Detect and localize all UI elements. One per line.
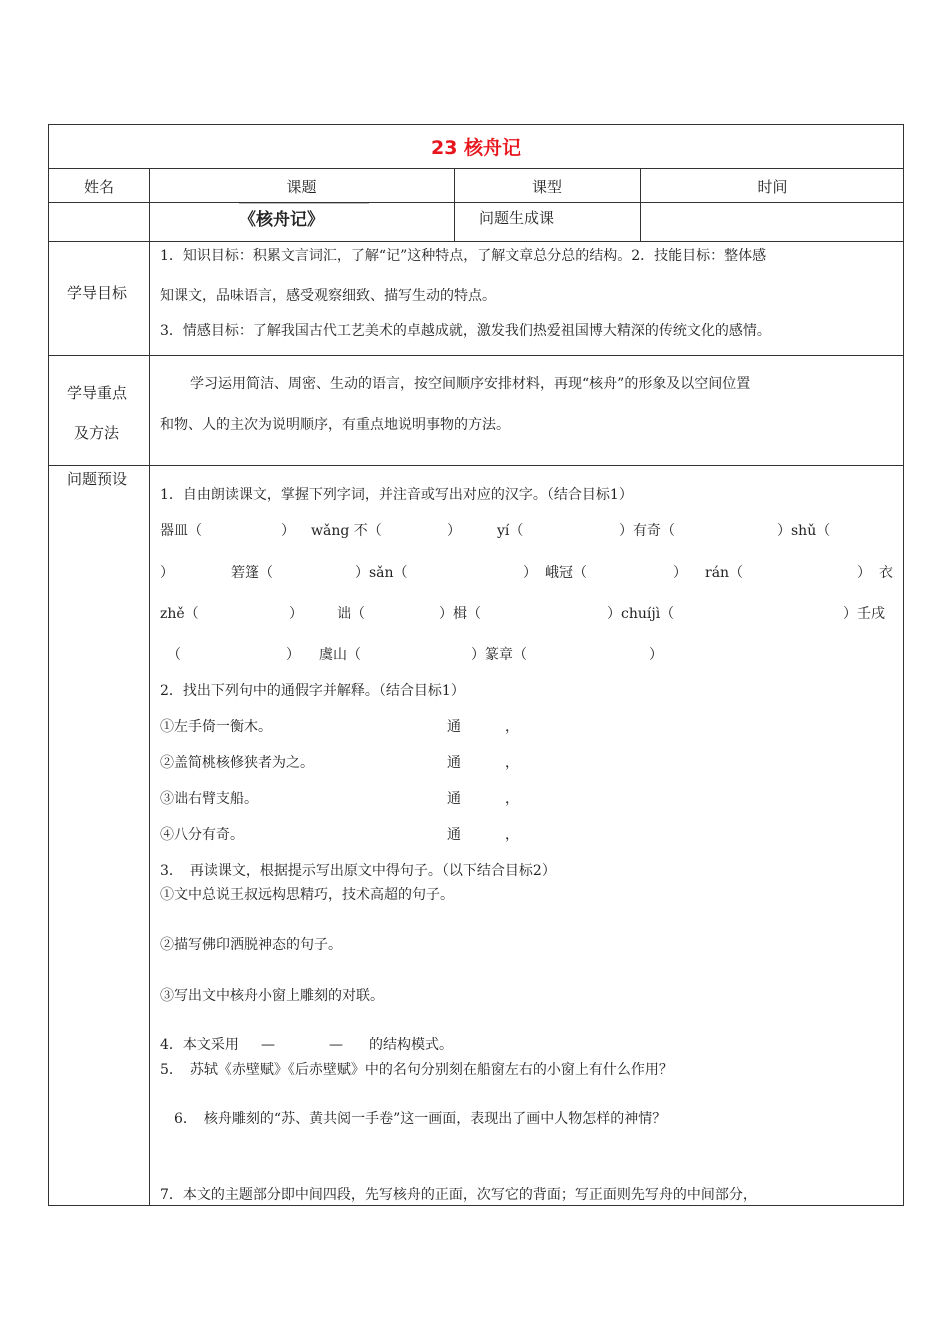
tongjia-sentence: ③诎右臂支船。	[160, 791, 258, 807]
goals-line-2: 知课文，品味语言，感受观察细致、描写生动的特点。	[160, 288, 496, 304]
vocab-item: ）chuíjì（	[607, 606, 675, 622]
vocab-item: ）	[281, 523, 295, 539]
type-value: 问题生成课	[479, 209, 555, 227]
type-label: 课型	[531, 178, 562, 196]
question-3-2: ②描写佛印洒脱神态的句子。	[160, 937, 342, 953]
focus-label-2: 及方法	[74, 424, 120, 442]
worksheet-table	[48, 124, 904, 1206]
vocab-item: （	[167, 647, 181, 663]
topic-label: 课题	[286, 178, 317, 196]
tongjia-tong: 通	[447, 791, 461, 807]
vocab-item: rán（	[705, 565, 744, 581]
question-6: 6． 核舟雕刻的“苏、黄共阅一手卷”这一画面，表现出了画中人物怎样的神情？	[174, 1111, 667, 1127]
tongjia-tong: 通	[447, 719, 461, 735]
vocab-item: 诎（	[337, 606, 365, 622]
goals-label: 学导目标	[67, 284, 128, 302]
vocab-item: ）	[160, 565, 174, 581]
vocab-item: yí（	[497, 523, 524, 539]
question-7: 7．本文的主题部分即中间四段，先写核舟的正面，次写它的背面；写正面则先写舟的中间部分，	[160, 1187, 757, 1203]
tongjia-comma: ，	[505, 791, 519, 807]
tongjia-comma: ，	[505, 755, 519, 771]
questions-label: 问题预设	[67, 470, 128, 488]
question-2: 2．找出下列句中的通假字并解释。（结合目标1）	[160, 683, 465, 699]
name-label: 姓名	[83, 178, 114, 196]
vocab-item: ）楫（	[439, 606, 481, 622]
vocab-item: ）sǎn（	[355, 565, 408, 581]
row-divider	[49, 168, 903, 169]
vocab-item: ）	[649, 647, 663, 663]
vocab-item: ）壬戌	[843, 606, 885, 622]
time-label: 时间	[757, 178, 788, 196]
tongjia-sentence: ④八分有奇。	[160, 827, 244, 843]
page-title: 23 核舟记	[430, 137, 522, 159]
vocab-item: ）有奇（	[619, 523, 675, 539]
vocab-item: ）	[447, 523, 461, 539]
vocab-item: 箬篷（	[231, 565, 273, 581]
vocab-item: ）篆章（	[471, 647, 527, 663]
row-divider	[49, 202, 903, 203]
vocab-item: 峨冠（	[545, 565, 587, 581]
vocab-item: ）	[289, 606, 303, 622]
topic-underline	[239, 203, 369, 204]
question-3: 3． 再读课文，根据提示写出原文中得句子。（以下结合目标2）	[160, 863, 556, 879]
row-divider	[49, 241, 903, 242]
goals-line-3: 3．情感目标：了解我国古代工艺美术的卓越成就，激发我们热爱祖国博大精深的传统文化的感情。	[160, 323, 771, 339]
question-3-3: ③写出文中核舟小窗上雕刻的对联。	[160, 988, 384, 1004]
vocab-item: 虞山（	[319, 647, 361, 663]
row-divider	[49, 355, 903, 356]
vocab-item: 衣	[879, 565, 893, 581]
tongjia-tong: 通	[447, 755, 461, 771]
tongjia-sentence: ②盖简桃核修狭者为之。	[160, 755, 314, 771]
vocab-item: zhě（	[160, 606, 199, 622]
question-5: 5． 苏轼《赤壁赋》《后赤壁赋》中的名句分别刻在船窗左右的小窗上有什么作用？	[160, 1062, 673, 1078]
vocab-item: ）shǔ（	[777, 523, 831, 539]
question-4-start: 4．本文采用	[160, 1037, 239, 1053]
question-4-dash: —	[261, 1037, 275, 1053]
col-divider	[149, 168, 150, 1206]
vocab-item: ）	[673, 565, 687, 581]
tongjia-tong: 通	[447, 827, 461, 843]
tongjia-sentence: ①左手倚一衡木。	[160, 719, 272, 735]
goals-line-1: 1．知识目标：积累文言词汇，了解“记”这种特点，了解文章总分总的结构。2．技能目标：整体感	[160, 248, 767, 264]
topic-value: 《核舟记》	[239, 210, 324, 230]
vocab-item: ）	[286, 647, 300, 663]
tongjia-comma: ，	[505, 827, 519, 843]
question-4-end: 的结构模式。	[369, 1037, 453, 1053]
vocab-item: wǎng 不（	[311, 523, 382, 539]
tongjia-comma: ，	[505, 719, 519, 735]
vocab-item: 器皿（	[160, 523, 202, 539]
focus-line-2: 和物、人的主次为说明顺序，有重点地说明事物的方法。	[160, 417, 510, 433]
vocab-item: ）	[523, 565, 537, 581]
question-4-dash: —	[329, 1037, 343, 1053]
vocab-item: ）	[857, 565, 871, 581]
focus-line-1: 学习运用简洁、周密、生动的语言，按空间顺序安排材料，再现“核舟”的形象及以空间位置	[190, 376, 751, 392]
row-divider	[49, 465, 903, 466]
question-3-1: ①文中总说王叔远构思精巧，技术高超的句子。	[160, 887, 454, 903]
question-1: 1．自由朗读课文，掌握下列字词，并注音或写出对应的汉字。（结合目标1）	[160, 487, 633, 503]
focus-label-1: 学导重点	[67, 384, 128, 402]
